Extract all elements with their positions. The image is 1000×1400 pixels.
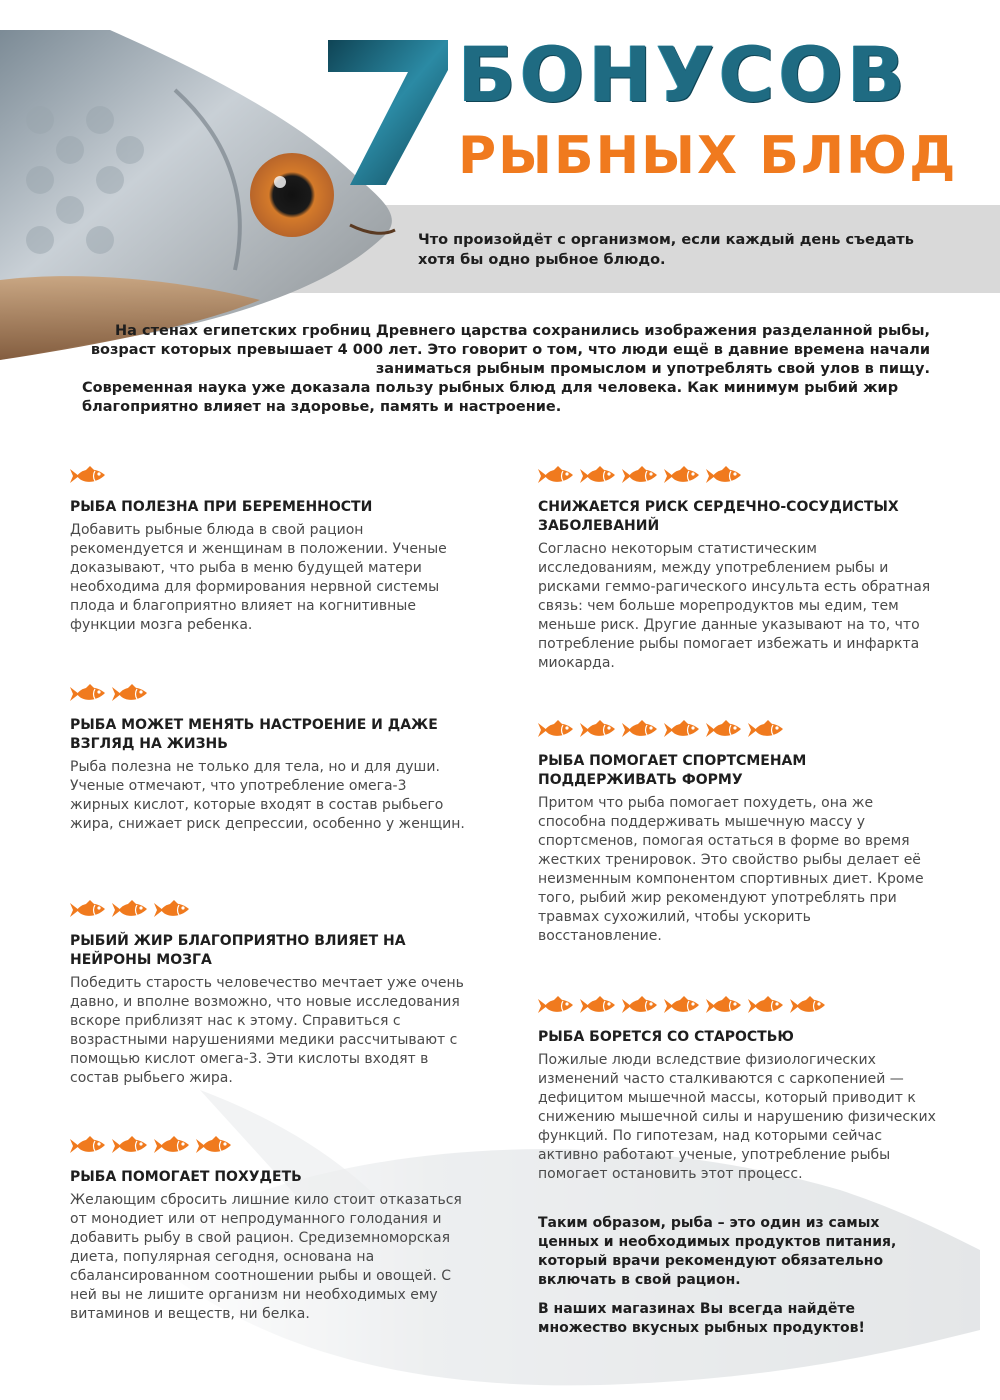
fish-icon <box>154 900 190 920</box>
section-title: РЫБА ПОМОГАЕТ ПОХУДЕТЬ <box>70 1169 302 1185</box>
subtitle: Что произойдёт с организмом, если каждый день съедать хотя бы одно рыбное блюдо. <box>418 232 914 268</box>
section-body: Пожилые люди вследствие физиологических изменений часто сталкиваются с саркопенией — дефицитом мышечной массы, который приводит к снижению мышечной силы и нарушению физических функций. По гипотезам, над которыми сейчас активно работают ученые, употребление рыбы помогает остановить этот процесс. <box>538 1052 936 1182</box>
fish-icon <box>664 466 700 486</box>
conclusion-paragraph-1: Таким образом, рыба – это один из самых ценных и необходимых продуктов питания, который врачи рекомендуют обязательно включать в свой рацион. <box>538 1215 897 1288</box>
fish-icon <box>538 466 574 486</box>
fish-rating <box>70 1136 470 1158</box>
fish-icon <box>70 1136 106 1156</box>
section-body: Притом что рыба помогает похудеть, она же способна поддерживать мышечную массу у спортсменов, помогая остаться в форме во время жестких тренировок. Это свойство рыбы делает её неизменным компонентом спортивных диет. Кроме того, рыбий жир рекомендуют употреблять при травмах сухожилий, чтобы ускорить восстановление. <box>538 795 924 944</box>
fish-icon <box>70 466 106 486</box>
intro-paragraph-2: Современная наука уже доказала пользу рыбных блюд для человека. Как минимум рыбий жир благоприятно влияет на здоровье, память и настроение. <box>82 380 899 415</box>
fish-icon <box>706 466 742 486</box>
fish-icon <box>706 720 742 740</box>
fish-icon <box>664 720 700 740</box>
section-athletes <box>538 720 938 946</box>
intro-text <box>60 322 930 417</box>
fish-rating <box>70 684 470 706</box>
fish-icon <box>622 466 658 486</box>
title-fish-dishes: РЫБНЫХ БЛЮД <box>458 126 958 186</box>
fish-rating <box>538 466 938 488</box>
fish-icon <box>70 900 106 920</box>
section-weight-loss <box>70 1136 470 1324</box>
fish-rating <box>70 900 470 922</box>
fish-icon <box>622 996 658 1016</box>
section-title: РЫБА БОРЕТСЯ СО СТАРОСТЬЮ <box>538 1029 794 1045</box>
fish-icon <box>112 900 148 920</box>
fish-icon <box>580 996 616 1016</box>
section-title: РЫБА МОЖЕТ МЕНЯТЬ НАСТРОЕНИЕ И ДАЖЕ ВЗГЛЯД НА ЖИЗНЬ <box>70 717 438 752</box>
title-bonuses: БОНУСОВ <box>458 30 910 119</box>
fish-icon <box>112 1136 148 1156</box>
section-title: РЫБА ПОМОГАЕТ СПОРТСМЕНАМ ПОДДЕРЖИВАТЬ ФОРМУ <box>538 753 807 788</box>
conclusion <box>538 1214 938 1348</box>
fish-icon <box>664 996 700 1016</box>
section-body: Добавить рыбные блюда в свой рацион рекомендуется и женщинам в положении. Ученые доказывают, что рыба в меню будущей матери необходима для формирования нервной системы плода и благоприятно влияет на когнитивные функции мозга ребенка. <box>70 522 447 633</box>
fish-icon <box>706 996 742 1016</box>
section-aging <box>538 996 938 1184</box>
section-title: РЫБИЙ ЖИР БЛАГОПРИЯТНО ВЛИЯЕТ НА НЕЙРОНЫ МОЗГА <box>70 933 406 968</box>
section-body: Желающим сбросить лишние кило стоит отказаться от монодиет или от непродуманного голодания и добавить рыбу в свой рацион. Средиземноморская диета, популярная сегодня, основана на сбалансированном соотношении рыбы и овощей. С ней вы не лишите организм ни необходимых ему витаминов и веществ, ни белка. <box>70 1192 462 1322</box>
fish-icon <box>748 996 784 1016</box>
section-mood <box>70 684 470 834</box>
fish-icon <box>748 720 784 740</box>
fish-icon <box>580 720 616 740</box>
intro-paragraph-1: На стенах египетских гробниц Древнего царства сохранились изображения разделанной рыбы, возраст которых превышает 4 000 лет. Это говорит о том, что люди ещё в давние времена начали заниматься рыбным промыслом и употреблять свой улов в пищу. <box>90 323 930 377</box>
fish-rating <box>538 720 938 742</box>
number-seven-graphic <box>328 40 448 185</box>
fish-icon <box>538 720 574 740</box>
fish-icon <box>580 466 616 486</box>
section-body: Рыба полезна не только для тела, но и для души. Ученые отмечают, что употребление омега-3 жирных кислот, которые входят в состав рыбьего жира, снижает риск депрессии, особенно у женщин. <box>70 759 465 832</box>
section-body: Согласно некоторым статистическим исследованиям, между употреблением рыбы и рисками геммо-рагического инсульта есть обратная связь: чем больше морепродуктов мы едим, тем меньше риск. Другие данные указывают на то, что потребление рыбы помогает избежать и инфаркта миокарда. <box>538 541 931 671</box>
section-neurons <box>70 900 470 1088</box>
fish-icon <box>622 720 658 740</box>
fish-icon <box>112 684 148 704</box>
fish-icon <box>196 1136 232 1156</box>
section-title: РЫБА ПОЛЕЗНА ПРИ БЕРЕМЕННОСТИ <box>70 499 373 515</box>
section-cardio <box>538 466 938 673</box>
section-pregnancy <box>70 466 470 635</box>
fish-rating <box>538 996 938 1018</box>
fish-icon <box>70 684 106 704</box>
fish-icon <box>154 1136 190 1156</box>
section-body: Победить старость человечество мечтает уже очень давно, и вполне возможно, что новые исследования вскоре приблизят нас к этому. Справиться с возрастными нарушениями медики рассчитывают с помощью кислот омега-3. Эти кислоты входят в состав рыбьего жира. <box>70 975 464 1086</box>
conclusion-paragraph-2: В наших магазинах Вы всегда найдёте множество вкусных рыбных продуктов! <box>538 1301 865 1336</box>
fish-icon <box>790 996 826 1016</box>
section-title: СНИЖАЕТСЯ РИСК СЕРДЕЧНО-СОСУДИСТЫХ ЗАБОЛЕВАНИЙ <box>538 499 899 534</box>
fish-icon <box>538 996 574 1016</box>
fish-rating <box>70 466 470 488</box>
